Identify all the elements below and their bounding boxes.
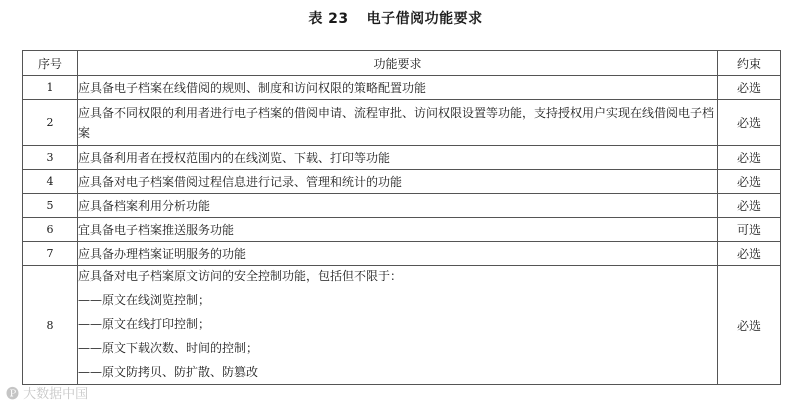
table-row xyxy=(23,170,781,194)
row-requirement: 宜具备电子档案推送服务功能 xyxy=(78,218,718,242)
requirement-item: ——原文下载次数、时间的控制； xyxy=(78,341,259,355)
row-constraint: 必选 xyxy=(718,100,781,146)
row-requirement: 应具备不同权限的利用者进行电子档案的借阅申请、流程审批、访问权限设置等功能，支持授权用户实现在线借阅电子档案 xyxy=(78,100,718,146)
table-row xyxy=(23,146,781,170)
row-requirement: 应具备档案利用分析功能 xyxy=(78,194,718,218)
row-constraint: 可选 xyxy=(718,218,781,242)
table-header-row xyxy=(23,51,781,76)
requirement-item: ——原文在线打印控制； xyxy=(78,317,211,331)
table-title: 电子借阅功能要求 xyxy=(366,11,483,27)
row-number: 6 xyxy=(23,218,78,242)
table-row xyxy=(23,100,781,146)
row-constraint: 必选 xyxy=(718,76,781,100)
requirements-table xyxy=(22,50,781,385)
table-row xyxy=(23,242,781,266)
requirement-intro: 应具备对电子档案原文访问的安全控制功能，包括但不限于： xyxy=(78,269,403,283)
watermark: 🅟 大数据中国 xyxy=(6,387,89,402)
row-number: 7 xyxy=(23,242,78,266)
row-requirement-list xyxy=(78,266,718,385)
row-constraint: 必选 xyxy=(718,242,781,266)
row-number: 5 xyxy=(23,194,78,218)
table-row xyxy=(23,266,781,385)
row-constraint: 必选 xyxy=(718,194,781,218)
row-number: 2 xyxy=(23,100,78,146)
table-row xyxy=(23,76,781,100)
table-row xyxy=(23,194,781,218)
requirement-item: ——原文防拷贝、防扩散、防篡改 xyxy=(78,365,259,379)
row-number: 1 xyxy=(23,76,78,100)
row-constraint: 必选 xyxy=(718,266,781,385)
table-row xyxy=(23,218,781,242)
row-constraint: 必选 xyxy=(718,170,781,194)
header-requirement: 功能要求 xyxy=(78,51,718,76)
requirement-item: ——原文在线浏览控制； xyxy=(78,293,211,307)
header-constraint: 约束 xyxy=(718,51,781,76)
row-constraint: 必选 xyxy=(718,146,781,170)
page-title xyxy=(0,8,791,28)
row-number: 8 xyxy=(23,266,78,385)
row-number: 4 xyxy=(23,170,78,194)
row-requirement: 应具备利用者在授权范围内的在线浏览、下载、打印等功能 xyxy=(78,146,718,170)
header-number: 序号 xyxy=(23,51,78,76)
row-requirement: 应具备对电子档案借阅过程信息进行记录、管理和统计的功能 xyxy=(78,170,718,194)
row-requirement: 应具备办理档案证明服务的功能 xyxy=(78,242,718,266)
row-number: 3 xyxy=(23,146,78,170)
row-requirement: 应具备电子档案在线借阅的规则、制度和访问权限的策略配置功能 xyxy=(78,76,718,100)
table-number: 表 23 xyxy=(308,11,349,27)
